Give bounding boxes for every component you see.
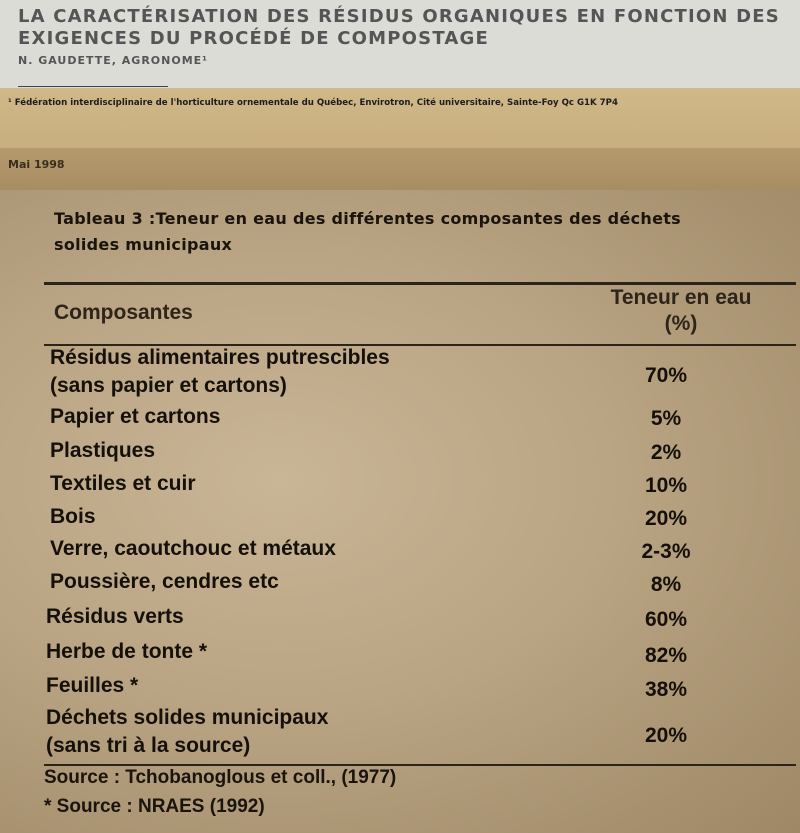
- table-row-value: 2-3%: [641, 540, 691, 563]
- column-header-water-line-2: (%): [664, 312, 698, 335]
- column-header-components: Composantes: [54, 301, 193, 324]
- date-band: [0, 148, 800, 190]
- article-header: [0, 0, 800, 88]
- table-row-label: Papier et cartons: [50, 405, 221, 428]
- table-row-value: 10%: [644, 474, 688, 497]
- table-row-value: 5%: [650, 407, 682, 430]
- affiliation-band: [0, 88, 800, 152]
- row-label-line-1: Résidus alimentaires putrescibles: [50, 346, 390, 369]
- table-row-value: 60%: [644, 608, 688, 631]
- table-row-value: 20%: [644, 724, 688, 747]
- article-title-line-2: EXIGENCES DU PROCÉDÉ DE COMPOSTAGE: [18, 28, 489, 49]
- table-row-value: 8%: [650, 573, 682, 596]
- table-caption: [54, 206, 784, 258]
- article-author: N. GAUDETTE, AGRONOME¹: [18, 54, 208, 67]
- table-row-label: Bois: [50, 505, 96, 528]
- row-label-line-2: (sans papier et cartons): [50, 374, 287, 397]
- table-row-label: [50, 344, 390, 400]
- author-affiliation: ¹ Fédération interdisciplinaire de l'horticulture ornementale du Québec, Envirotron, Cité universitaire, Sainte-Foy Qc G1K 7P4: [8, 98, 618, 108]
- table-row-label: Résidus verts: [46, 605, 184, 628]
- table-row-value: 38%: [644, 678, 688, 701]
- table-caption-line-1: Tableau 3 :Teneur en eau des différentes composantes des déchets: [54, 209, 681, 228]
- table-source-note-2: * Source : NRAES (1992): [44, 796, 265, 817]
- table-row-value: 2%: [650, 441, 682, 464]
- footnote-divider: [18, 86, 168, 87]
- column-header-water-line-1: Teneur en eau: [610, 286, 752, 309]
- table-row-value: 20%: [644, 507, 688, 530]
- publication-date: Mai 1998: [8, 158, 65, 171]
- table-row-label: Plastiques: [50, 439, 156, 462]
- table-row-label: Feuilles *: [46, 674, 139, 697]
- table-row-label: [46, 704, 328, 760]
- row-label-line-2: (sans tri à la source): [46, 734, 251, 757]
- table-caption-line-2: solides municipaux: [54, 235, 233, 254]
- table-row-value: 70%: [644, 364, 688, 387]
- table-row-label: Herbe de tonte *: [46, 640, 208, 663]
- table-row-label: Verre, caoutchouc et métaux: [50, 537, 336, 560]
- article-title-line-1: LA CARACTÉRISATION DES RÉSIDUS ORGANIQUES EN FONCTION DES: [18, 6, 780, 27]
- table-row-value: 82%: [644, 644, 688, 667]
- column-header-water-content: [586, 285, 776, 337]
- table-source-note: Source : Tchobanoglous et coll., (1977): [44, 767, 397, 788]
- table-row-label: Textiles et cuir: [50, 472, 196, 495]
- row-label-line-1: Déchets solides municipaux: [46, 706, 329, 729]
- table-row-label: Poussière, cendres etc: [50, 570, 279, 593]
